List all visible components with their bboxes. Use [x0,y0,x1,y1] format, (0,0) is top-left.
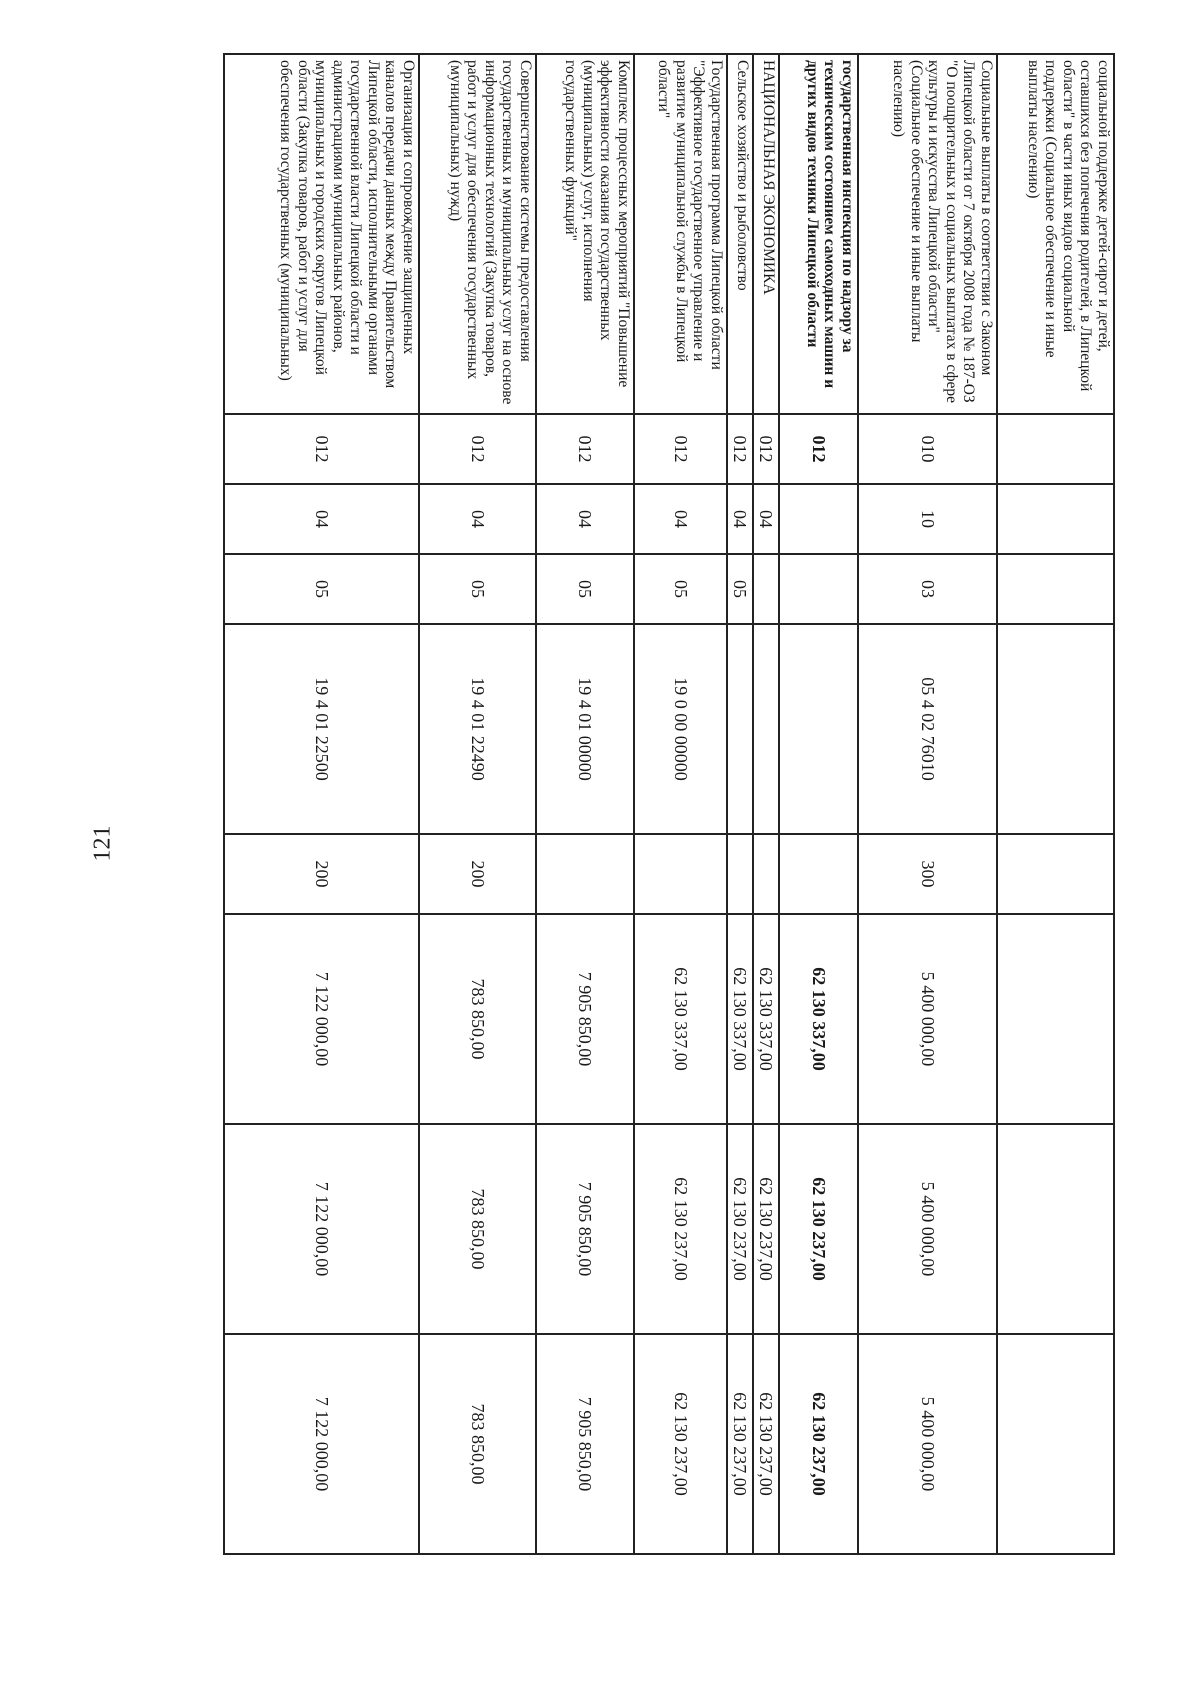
cell-sum-2: 7 905 850,00 [536,1124,634,1334]
cell-sum-1: 62 130 337,00 [634,914,727,1124]
cell-rz: 04 [634,484,727,554]
cell-gr: 012 [753,414,779,484]
cell-rz: 04 [419,484,536,554]
cell-sum-3: 7 905 850,00 [536,1334,634,1554]
cell-gr: 012 [634,414,727,484]
cell-pr: 05 [634,554,727,624]
cell-sum-3: 62 130 237,00 [779,1334,858,1554]
page-number: 121 [89,825,116,862]
table-row [779,54,858,1554]
cell-pr: 05 [727,554,753,624]
cell-sum-2 [997,1124,1114,1334]
cell-rz [779,484,858,554]
table-row [419,54,536,1554]
cell-csr [753,624,779,834]
cell-csr: 19 0 00 00000 [634,624,727,834]
cell-vr: 300 [858,834,997,914]
cell-pr [753,554,779,624]
cell-rz: 04 [727,484,753,554]
cell-sum-1: 62 130 337,00 [727,914,753,1124]
cell-sum-3 [997,1334,1114,1554]
table-row [536,54,634,1554]
cell-sum-2: 7 122 000,00 [224,1124,419,1334]
cell-sum-1: 62 130 337,00 [753,914,779,1124]
cell-sum-2: 62 130 237,00 [727,1124,753,1334]
table-row [727,54,753,1554]
row-name: НАЦИОНАЛЬНАЯ ЭКОНОМИКА [753,54,779,414]
cell-csr [779,624,858,834]
cell-sum-2: 5 400 000,00 [858,1124,997,1334]
cell-vr: 200 [419,834,536,914]
cell-gr: 012 [727,414,753,484]
cell-pr: 05 [224,554,419,624]
cell-vr [779,834,858,914]
table-row [634,54,727,1554]
row-name: социальной поддержке детей-сирот и детей, оставшихся без попечения родителей, в Липецкой области" в части иных видов социальной поддержки (Социальное обеспечение и иные выплаты населению) [997,54,1114,414]
cell-pr [997,554,1114,624]
cell-sum-1 [997,914,1114,1124]
cell-vr [634,834,727,914]
cell-sum-2: 62 130 237,00 [753,1124,779,1334]
table-row [753,54,779,1554]
table-row [858,54,997,1554]
cell-pr: 05 [419,554,536,624]
rotated-table-container [125,53,1115,1553]
cell-pr: 03 [858,554,997,624]
row-name: Совершенствование системы предоставления государственных и муниципальных услуг на основе информационных технологий (Закупка товаров, работ и услуг для обеспечения государственных (муниципальных) нужд) [419,54,536,414]
cell-pr [779,554,858,624]
cell-vr [536,834,634,914]
cell-sum-1: 62 130 337,00 [779,914,858,1124]
cell-vr [727,834,753,914]
row-name: Комплекс процессных мероприятий "Повышение эффективности оказания государственных (муниципальных) услуг, исполнения государственных функций" [536,54,634,414]
cell-csr: 05 4 02 76010 [858,624,997,834]
cell-sum-3: 62 130 237,00 [634,1334,727,1554]
cell-sum-1: 5 400 000,00 [858,914,997,1124]
cell-pr: 05 [536,554,634,624]
row-name: Сельское хозяйство и рыболовство [727,54,753,414]
cell-sum-2: 62 130 237,00 [634,1124,727,1334]
row-name: государственная инспекция по надзору за техническим состоянием самоходных машин и других видов техники Липецкой области [779,54,858,414]
budget-table [223,53,1115,1555]
row-name: Социальные выплаты в соответствии с Законом Липецкой области от 7 октября 2008 года № 187-ОЗ "О поощрительных и социальных выплатах в сфере культуры и искусства Липецкой области" (Социальное обеспечение и иные выплаты населению) [858,54,997,414]
cell-csr [997,624,1114,834]
cell-gr: 012 [224,414,419,484]
cell-rz: 04 [753,484,779,554]
cell-csr: 19 4 01 00000 [536,624,634,834]
cell-vr [997,834,1114,914]
cell-sum-1: 7 905 850,00 [536,914,634,1124]
table-row [997,54,1114,1554]
cell-sum-2: 783 850,00 [419,1124,536,1334]
cell-gr: 010 [858,414,997,484]
cell-sum-3: 7 122 000,00 [224,1334,419,1554]
cell-sum-3: 5 400 000,00 [858,1334,997,1554]
cell-gr: 012 [536,414,634,484]
cell-rz: 04 [536,484,634,554]
cell-csr: 19 4 01 22500 [224,624,419,834]
cell-vr: 200 [224,834,419,914]
cell-gr [997,414,1114,484]
table-row [224,54,419,1554]
cell-rz: 10 [858,484,997,554]
cell-sum-3: 62 130 237,00 [753,1334,779,1554]
cell-sum-3: 783 850,00 [419,1334,536,1554]
row-name: Государственная программа Липецкой области "Эффективное государственное управление и развитие муниципальной службы в Липецкой области" [634,54,727,414]
cell-gr: 012 [779,414,858,484]
cell-csr: 19 4 01 22490 [419,624,536,834]
cell-sum-1: 7 122 000,00 [224,914,419,1124]
cell-gr: 012 [419,414,536,484]
cell-sum-3: 62 130 237,00 [727,1334,753,1554]
cell-rz [997,484,1114,554]
cell-rz: 04 [224,484,419,554]
cell-csr [727,624,753,834]
cell-sum-1: 783 850,00 [419,914,536,1124]
cell-vr [753,834,779,914]
cell-sum-2: 62 130 237,00 [779,1124,858,1334]
row-name: Организация и сопровождение защищенных каналов передачи данных между Правительством Липецкой области, исполнительными органами государственной власти Липецкой области и администрациями муниципальных районов, муниципальных и городских округов Липецкой области (Закупка товаров, работ и услуг для обеспечения государственных (муниципальных) [224,54,419,414]
